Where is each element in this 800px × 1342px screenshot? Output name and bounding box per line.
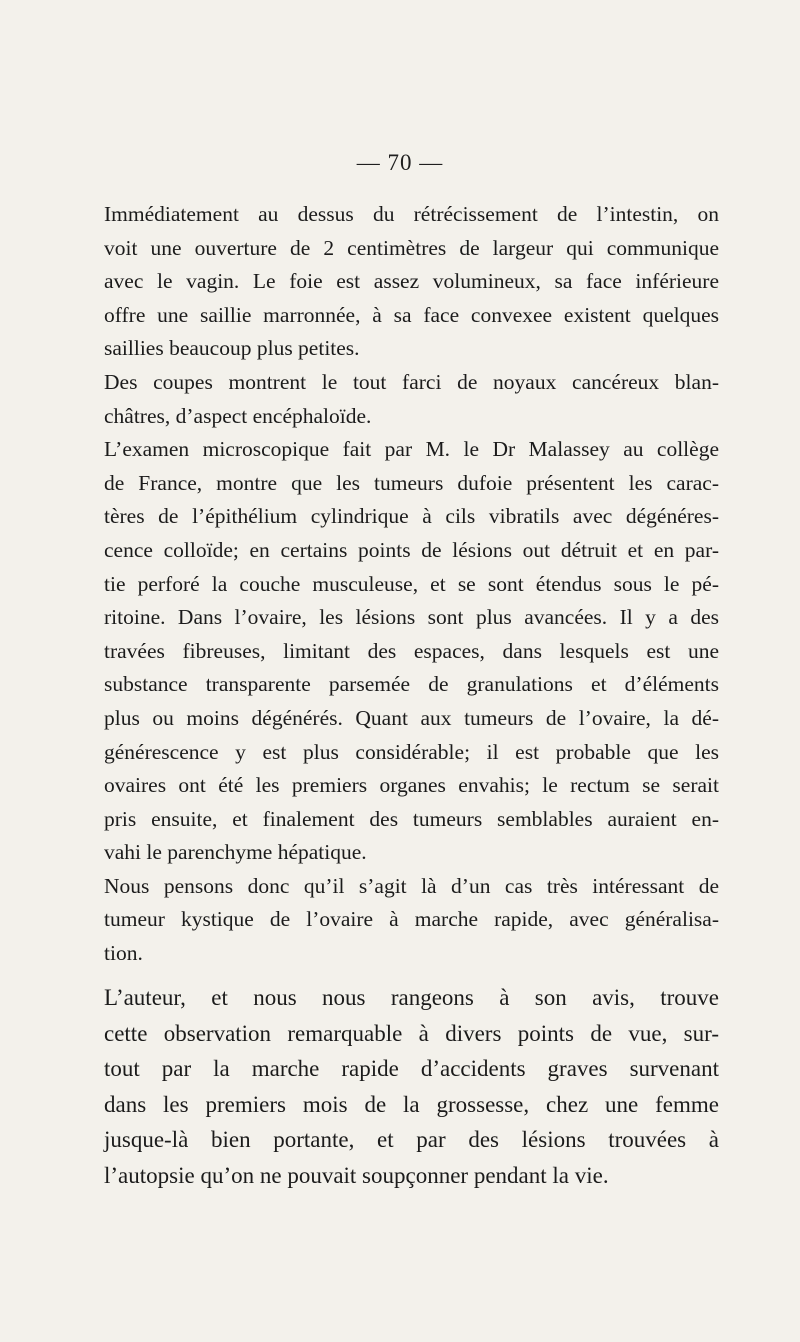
page-number: — 70 — bbox=[356, 150, 444, 175]
main-text bbox=[104, 198, 719, 971]
text-line: jusque-là bien portante, et par des lésions trouvées à bbox=[104, 1127, 719, 1152]
text-line: saillies beaucoup plus petites. bbox=[104, 336, 360, 361]
text-line: cence colloïde; en certains points de lésions out détruit et en par- bbox=[104, 537, 719, 562]
text-line: générescence y est plus considérable; il est probable que les bbox=[104, 739, 719, 764]
text-line: tères de l’épithélium cylindrique à cils vibratils avec dégénéres- bbox=[104, 504, 719, 529]
text-line: L’examen microscopique fait par M. le Dr Malassey au collège bbox=[104, 437, 719, 462]
text-line: substance transparente parsemée de granulations et d’éléments bbox=[104, 672, 719, 697]
text-line: tion. bbox=[104, 941, 143, 966]
text-line: travées fibreuses, limitant des espaces, dans lesquels est une bbox=[104, 638, 719, 663]
text-line: tumeur kystique de l’ovaire à marche rapide, avec généralisa- bbox=[104, 907, 719, 932]
closing-text bbox=[104, 980, 719, 1193]
text-line: ritoine. Dans l’ovaire, les lésions sont plus avancées. Il y a des bbox=[104, 605, 719, 630]
text-line: voit une ouverture de 2 centimètres de largeur qui communique bbox=[104, 235, 719, 260]
text-line: avec le vagin. Le foie est assez volumineux, sa face inférieure bbox=[104, 269, 719, 294]
text-line: pris ensuite, et finalement des tumeurs semblables auraient en- bbox=[104, 806, 719, 831]
text-line: L’auteur, et nous nous rangeons à son avis, trouve bbox=[104, 985, 719, 1010]
text-line: offre une saillie marronnée, à sa face convexee existent quelques bbox=[104, 302, 719, 327]
text-line: Des coupes montrent le tout farci de noyaux cancéreux blan- bbox=[104, 369, 719, 394]
text-line: dans les premiers mois de la grossesse, chez une femme bbox=[104, 1091, 719, 1117]
text-line: tie perforé la couche musculeuse, et se sont étendus sous le pé- bbox=[104, 571, 719, 596]
text-line: châtres, d’aspect encéphaloïde. bbox=[104, 403, 372, 428]
text-line: l’autopsie qu’on ne pouvait soupçonner pendant la vie. bbox=[104, 1162, 609, 1188]
text-line: Nous pensons donc qu’il s’agit là d’un cas très intéressant de bbox=[104, 873, 719, 898]
text-line: Immédiatement au dessus du rétrécissement de l’intestin, on bbox=[104, 202, 719, 226]
text-line: cette observation remarquable à divers points de vue, sur- bbox=[104, 1020, 719, 1046]
text-line: vahi le parenchyme hépatique. bbox=[104, 840, 367, 865]
text-line: de France, montre que les tumeurs dufoie présentent les carac- bbox=[104, 470, 719, 495]
text-line: plus ou moins dégénérés. Quant aux tumeurs de l’ovaire, la dé- bbox=[104, 705, 719, 730]
text-line: ovaires ont été les premiers organes envahis; le rectum se serait bbox=[104, 773, 719, 798]
text-line: tout par la marche rapide d’accidents graves survenant bbox=[104, 1056, 719, 1081]
